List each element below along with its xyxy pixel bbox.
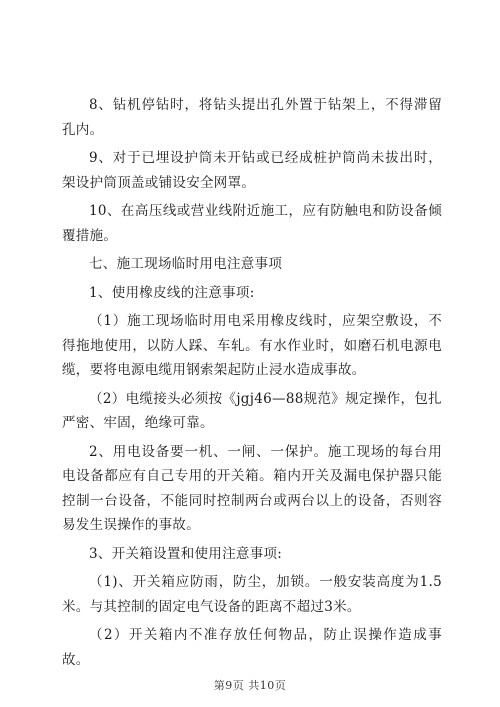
page-footer bbox=[0, 677, 500, 693]
section-heading-7: 七、施工现场临时用电注意事项 bbox=[89, 256, 283, 272]
subheading-1: 1、使用橡皮线的注意事项: bbox=[89, 284, 255, 301]
paragraph-item-9: 9、对于已埋设护筒未开钻或已经成桩护筒尚未拔出时，架设护筒顶盖或铺设安全网罩。 bbox=[62, 150, 442, 191]
paragraph-3-1: （1)、开关箱应防雨，防尘，加锁。一般安装高度为1.5米。与其控制的固定电气设备的距离不超过3米。 bbox=[62, 574, 442, 615]
paragraph-1-2: （2）电缆接头必须按《jgj46—88规范》规定操作，包扎严密、牢固，绝缘可靠。 bbox=[62, 390, 442, 431]
paragraph-item-10: 10、在高压线或营业线附近施工，应有防触电和防设备倾覆措施。 bbox=[62, 203, 442, 244]
paragraph-1-1: （1）施工现场临时用电采用橡皮线时，应架空敷设，不得拖地使用，以防人踩、车轧。有水作业时，如磨石机电源电缆，要将电源电缆用钢索架起防止浸水造成事故。 bbox=[62, 313, 442, 378]
paragraph-item-8: 8、钻机停钻时，将钻头提出孔外置于钻架上，不得滞留孔内。 bbox=[62, 97, 442, 138]
paragraph-3-2: （2）开关箱内不准存放任何物品，防止误操作造成事故。 bbox=[62, 627, 442, 668]
subheading-3: 3、开关箱设置和使用注意事项: bbox=[89, 545, 283, 562]
document-body bbox=[62, 93, 442, 676]
page-number-label: 第9页 共10页 bbox=[213, 679, 287, 692]
paragraph-2: 2、用电设备要一机、一闸、一保护。施工现场的每台用电设备都应有自己专用的开关箱。箱内开关及漏电保护器只能控制一台设备，不能同时控制两台或两台以上的设备，否则容易发生误操作的事故。 bbox=[62, 443, 442, 533]
